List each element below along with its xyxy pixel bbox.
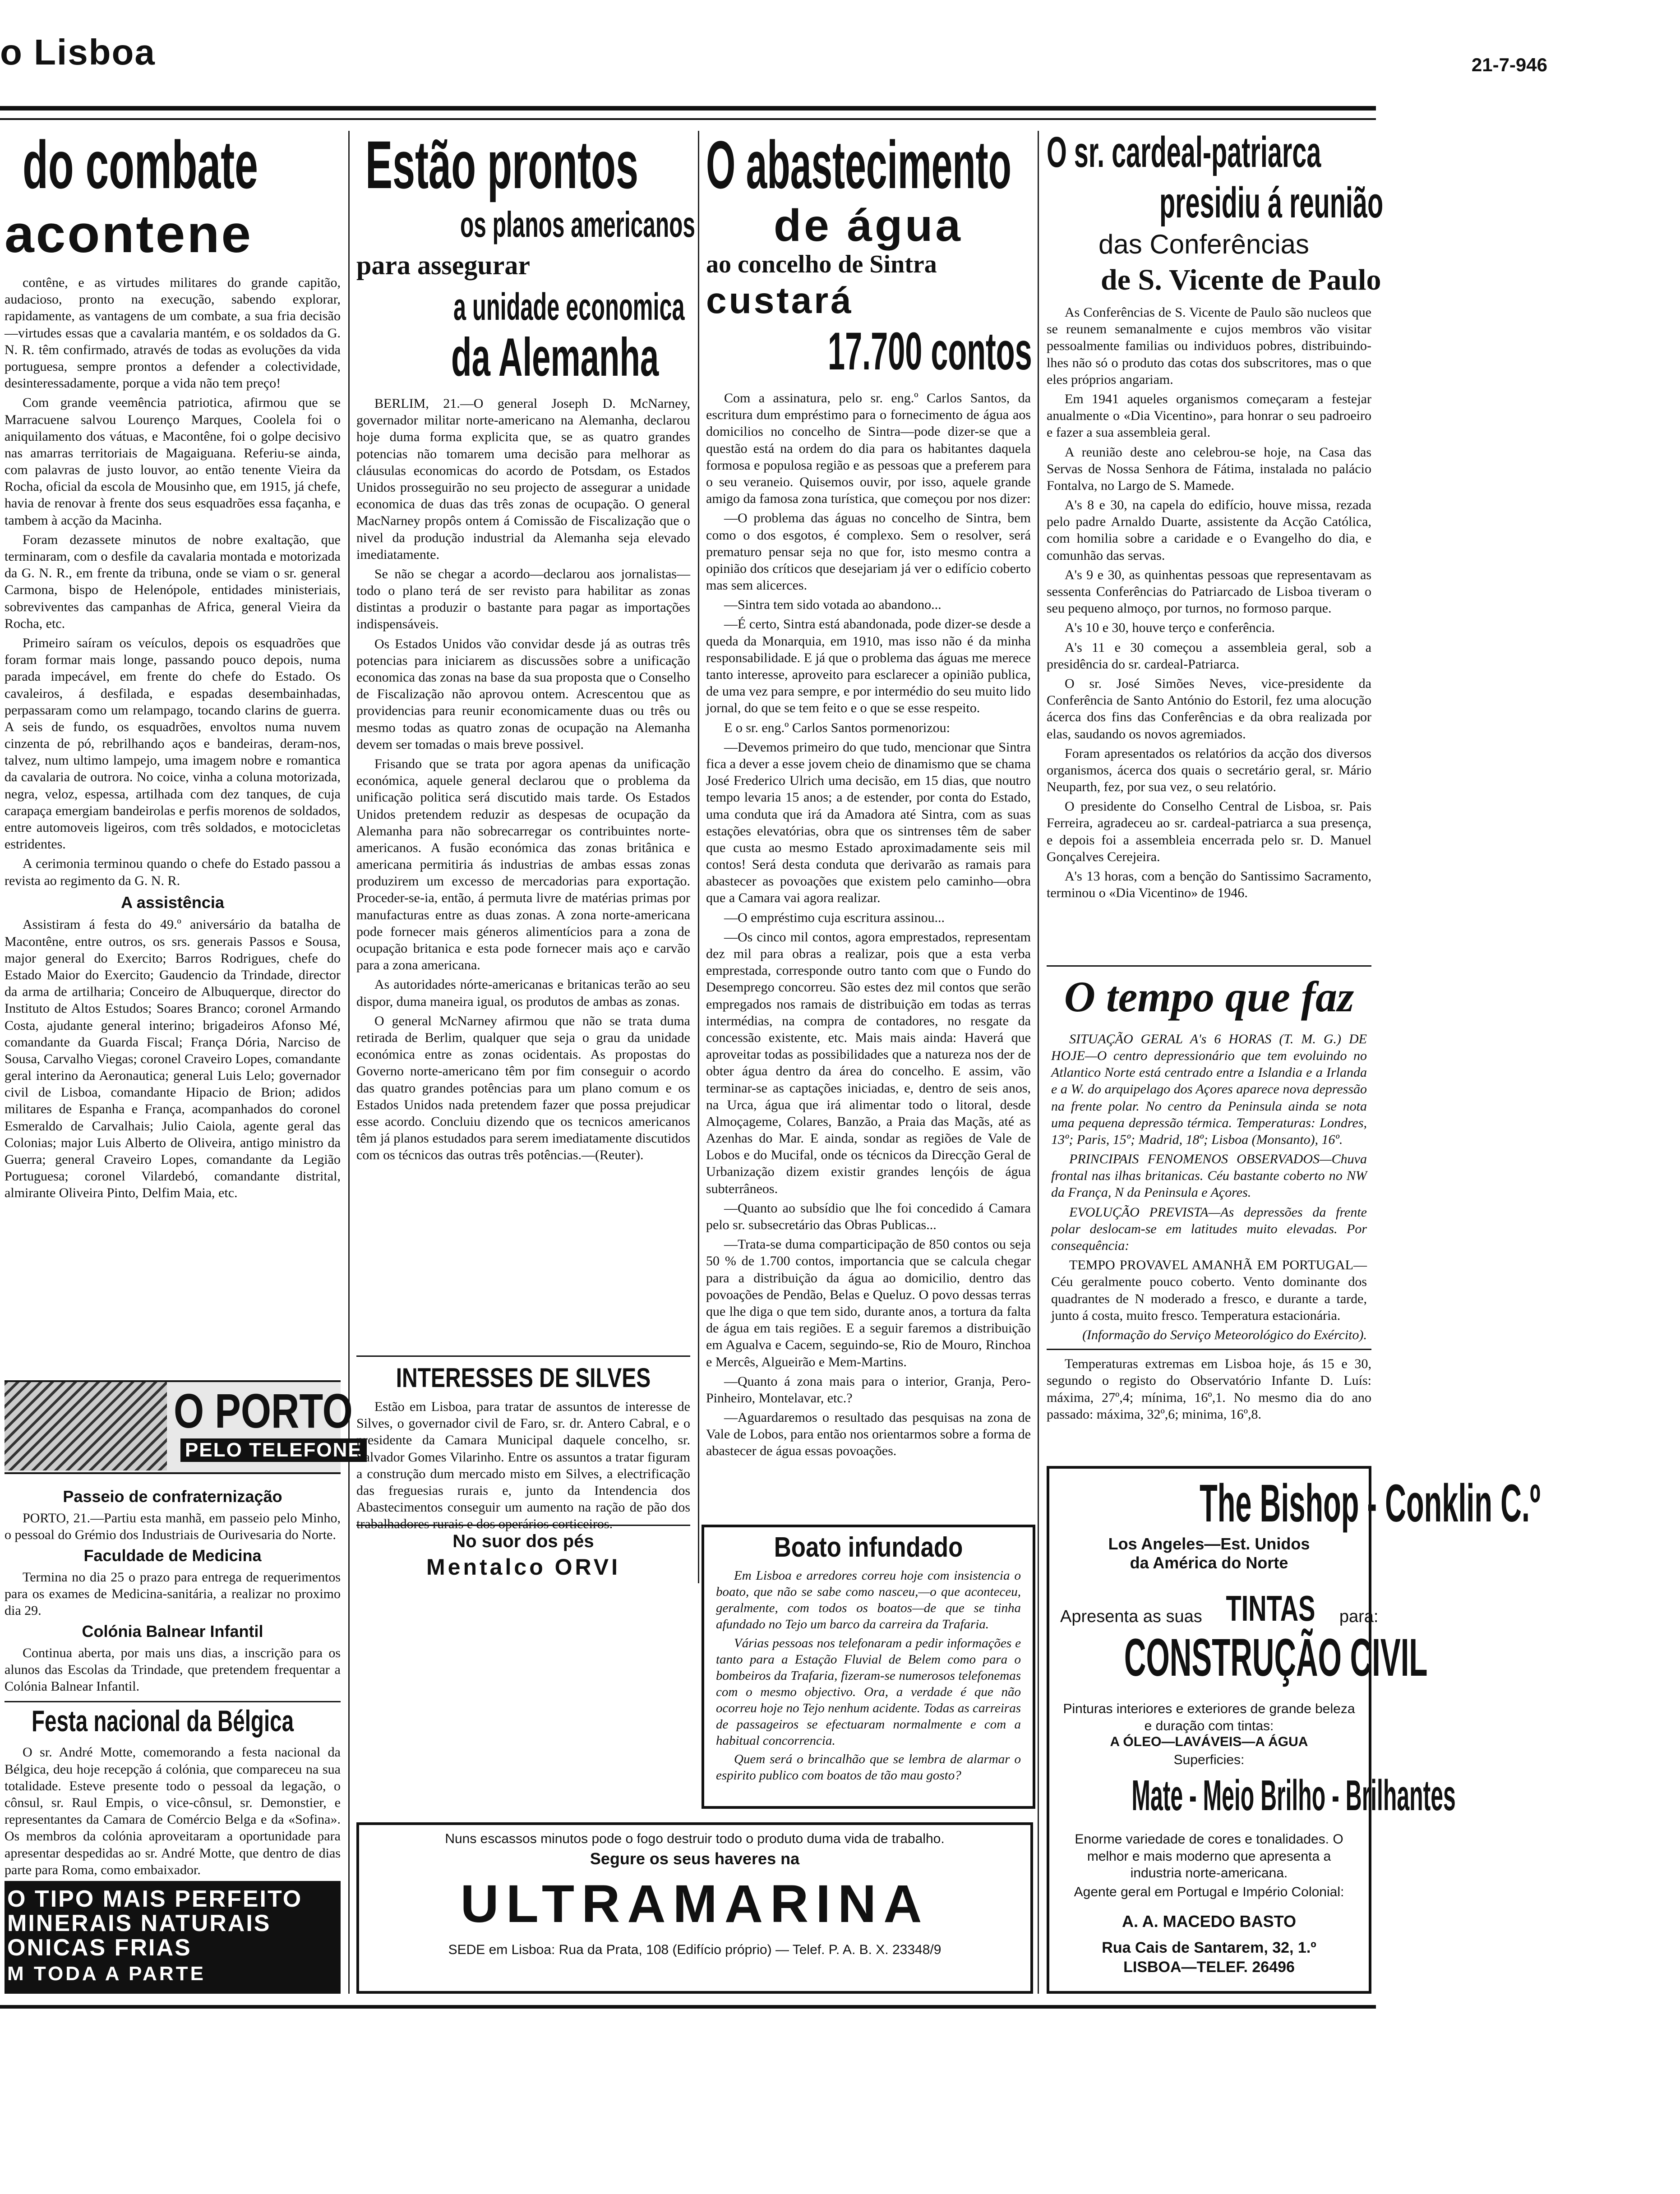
divider	[1047, 965, 1371, 967]
headline: da Alemanha	[451, 327, 659, 387]
column-alemanha	[356, 127, 695, 1583]
city-illustration-icon	[5, 1382, 167, 1470]
subheading: Festa nacional da Bélgica	[32, 1704, 294, 1738]
divider	[5, 1701, 341, 1702]
banner-title: O PORTO	[174, 1383, 353, 1438]
paragraph: A's 9 e 30, as quinhentas pessoas que representavam as sessenta Conferências do Patriarcado de Lisboa tiveram o seu pequeno almoço, por turnos, no formoso parque.	[1047, 567, 1371, 616]
paragraph: O general McNarney afirmou que não se trata duma retirada de Berlim, qualquer que seja o grau da unidade económica entre as zonas ocidentais. As propostas do Governo norte-americano têm por fim conseguir o acordo das quatro grandes potências para um plano comum e os Estados Unidos nada pretendem fazer que possa prejudicar esse acordo. Concluiu dizendo que os tecnicos americanos têm já planos estudados para serem imediatamente discutidos com os técnicos das outras três potências.—(Reuter).	[356, 1013, 690, 1163]
top-rule	[0, 106, 1376, 111]
paragraph: As Conferências de S. Vicente de Paulo são nucleos que se reunem semanalmente e cujos membros vão visitar pessoalmente familias ou individuos pobres, distribuindo-lhes não só o produto das cotas dos subscritores, mas o que eles próprios angariam.	[1047, 305, 1371, 387]
paragraph: O sr. André Motte, comemorando a festa nacional da Bélgica, deu hoje recepção á colónia, que compareceu na sua totalidade. Esteve presente todo o pessoal da legação, o cônsul, sr. Raul Empis, o vice-cônsul, sr. Demonstier, e representantes da Camara de Comércio Belga e da «Sofina». Os membros da colónia aproveitaram a oportunidade para apresentar despedidas ao sr. André Motte, que dentro de dias parte para Roma, como embaixador.	[5, 1745, 341, 1877]
ad-line: Agente geral em Portugal e Império Colonial:	[1074, 1884, 1344, 1899]
paragraph: —É certo, Sintra está abandonada, pode dizer-se desde a queda da Monarquia, em 1910, mas isso não é da minha responsabilidade. E já que o problema das águas me merece tanto interesse, aproveito para esclarecer a opinião publica, de uma vez para sempre, e por intermédio do seu muito lido jornal, do que se tem feito e o que se esse respeito.	[706, 617, 1031, 716]
ad-brand: ULTRAMARINA	[460, 1874, 929, 1934]
ad-line: Los Angeles—Est. Unidos	[1108, 1535, 1310, 1553]
paragraph: A's 11 e 30 começou a assembleia geral, sob a presidência do sr. cardeal-Patriarca.	[1047, 640, 1371, 672]
paragraph: SITUAÇÃO GERAL A's 6 HORAS (T. M. G.) DE HOJE—O centro depressionário que tem evoluindo no Atlantico Norte está centrado entre a Islandia e a Irlanda e a W. do arquipelago dos Açores aparece nova depressão na frente polar. No centro da Peninsula ainda se nota uma pequena depressão térmica. Temperaturas: Londres, 13º; Paris, 15º; Madrid, 18º; Lisboa (Monsanto), 16º.	[1051, 1031, 1367, 1147]
divider	[356, 1525, 690, 1526]
ad-construcao: CONSTRUÇÃO CIVIL	[1124, 1628, 1428, 1687]
paragraph: Os Estados Unidos vão convidar desde já as outras três potencias para iniciarem as discussões sobre a unificação economica das zonas na base da sua proposta que o Conselho de Fiscalização não aprovou ontem. Acrescentou que as providencias para reunir economicamente duas ou três ou mesmo todas as quatro zonas de ocupação na Alemanha devem ser tomadas o mais breve possivel.	[356, 636, 690, 752]
paragraph: Com grande veemência patriotica, afirmou que se Marracuene salvou Lourenço Marques, Coolela foi o aniquilamento dos vátuas, e Macontêne, foi o golpe decisivo nas amarras territoriais de Magaiguana. Referiu-se ainda, com palavras de justo louvor, ao então tenente Vieira da Rocha, oficial da escola de Mousinho que, em 1915, já chefe, havia de renovar à frente dos seus esquadrões essa façanha, e tambem à acção da Macinha.	[5, 395, 341, 528]
divider	[1047, 1349, 1371, 1350]
paragraph: A reunião deste ano celebrou-se hoje, na Casa das Servas de Nossa Senhora de Fátima, instalada no palácio Fontalva, no Largo de S. Mamede.	[1047, 444, 1371, 493]
article-body	[1047, 304, 1371, 901]
headline: de S. Vicente de Paulo	[1101, 263, 1381, 296]
paragraph: O presidente do Conselho Central de Lisboa, sr. Pais Ferreira, agradeceu ao sr. cardeal-patriarca a sua presença, e depois foi a assembleia encerrada pelo sr. D. Manuel Gonçalves Cerejeira.	[1047, 799, 1371, 864]
paragraph: Em Lisboa e arredores correu hoje com insistencia o boato, que não se sabe como nasceu,—o que aconteceu, geralmente, com todos os boatos—de que se tinha afundado no Tejo um barco da carreira da Trafaria.	[716, 1568, 1021, 1632]
ad-line: MINERAIS NATURAIS	[7, 1910, 271, 1936]
paragraph: EVOLUÇÃO PREVISTA—As depressões da frente polar deslocam-se em latitudes muito elevadas. Por consequência:	[1051, 1204, 1367, 1254]
paragraph: —Os cinco mil contos, agora emprestados, representam dez mil para obras a realizar, pois que a esta verba emprestada, corresponde outro tanto com que o Fundo do Desemprego concorreu. São estes dez mil contos que serão empregados nos ramais de distribuição em todas as terras intermédias, na compra de contadores, no resgate da concessão existente, etc. Mais mais ainda: Haverá que aproveitar todas as possibilidades que a natureza nos der de obter água dentro da área do concelho. E assim, vão terminar-se as captações iniciadas, e, dentro de seis anos, na Urca, água que irá alimentar todo o litoral, desde Almoçageme, Colares, Banzão, a Praia das Maçãs, até as Azenhas do Mar. E ainda, sondar as regiões de Vale de Lobos e do Mucifal, onde os técnicos da Direcção Geral de Urbanização dizem existir grandes lençóis de água subterrâneos.	[706, 929, 1031, 1196]
article-body	[356, 1398, 690, 1535]
article-body	[716, 1568, 1021, 1784]
paragraph: A cerimonia terminou quando o chefe do Estado passou a revista ao regimento da G. N. R.	[5, 856, 341, 888]
column-divider	[698, 131, 699, 1583]
ad-line: A ÓLEO—LAVÁVEIS—A ÁGUA	[1110, 1734, 1308, 1749]
headline: O sr. cardeal-patriarca	[1047, 128, 1321, 176]
paragraph: Assistiram á festa do 49.º aniversário da batalha de Macontêne, entre outros, os srs. generais Passos e Sousa, major general do Exercito; Barros Rodrigues, chefe do Estado Maior do Exercito; Gaudencio da Trindade, director da arma de artilharia; Conceiro de Albuquerque, director do Instituto de Altos Estudos; Soares Branco; coronel Armando Costa, ajudante general interino; brigadeiros Afonso Mé, comandante da Guarda Fiscal; França Dória, Narciso de Sousa, Carvalho Viegas; coronel Craveiro Lopes, comandante geral interino da Aeronautica; general Luis Lelo; governador civil de Lisboa, comandante Hipacio de Brion; adidos militares de Espanha e França, acompanhados do coronel Esmeraldo de Carvalhais; Julio Caiola, agente geral das Colonias; major Luis Alberto de Oliveira, antigo ministro da Guerra; general Craveiro Lopes, comandante da Legião Portuguesa; coronel Vilardebó, comandante distrital, almirante Oliveira Pinto, Delfim Maia, etc.	[5, 917, 341, 1201]
headline: das Conferências	[1098, 229, 1309, 259]
ad-agent: A. A. MACEDO BASTO	[1122, 1912, 1296, 1931]
article-body	[356, 395, 690, 1163]
porto-telefone-banner	[5, 1380, 362, 1474]
paragraph: Com a assinatura, pelo sr. eng.º Carlos Santos, da escritura dum empréstimo para o fornecimento de água aos domicilios no concelho de Sintra—pode dizer-se que a questão está na ordem do dia para os habitantes daquela formosa e populosa região e as pessoas que a preferem para o seu veraneio. Quisemos ouvir, por isso, aquele grande amigo da famosa zona turística, que começou por nos dizer:	[706, 391, 1031, 507]
ad-line: M TODA A PARTE	[7, 1963, 206, 1985]
headline: Estão prontos	[365, 127, 639, 203]
ad-address: Rua Cais de Santarem, 32, 1.º	[1102, 1939, 1316, 1956]
bishop-conklin-ad	[1047, 1466, 1541, 1994]
ad-presents-line	[1060, 1588, 1379, 1628]
ad-line: O TIPO MAIS PERFEITO	[7, 1886, 303, 1912]
headline: ao concelho de Sintra	[706, 250, 937, 278]
boato-box	[702, 1525, 1035, 1809]
headline: custará	[706, 280, 854, 321]
article-body	[1047, 1031, 1371, 1343]
mineral-water-ad	[5, 1881, 341, 1994]
paragraph: Foram apresentados os relatórios da acção dos diversos organismos, ácerca dos quais o secretário geral, sr. Mário Neuparth, fez, por sua vez, o seu relatório.	[1047, 746, 1371, 795]
paragraph: E o sr. eng.º Carlos Santos pormenorizou:	[724, 720, 950, 735]
issue-date: 21-7-946	[1471, 54, 1547, 75]
ad-line: No suor dos pés	[452, 1531, 594, 1551]
paragraph: Temperaturas extremas em Lisboa hoje, ás 15 e 30, segundo o registo do Observatório Infante D. Luís: máxima, 27º,4; mínima, 16º,1. No mesmo dia do ano passado: máxima, 32º,6; minima, 16º,8.	[1047, 1356, 1371, 1422]
subheading: Colónia Balnear Infantil	[82, 1622, 263, 1641]
column-divider	[1038, 131, 1039, 1994]
article-body	[1047, 1355, 1371, 1423]
article-body	[706, 390, 1031, 1460]
ad-para: para:	[1339, 1607, 1379, 1626]
subheading: INTERESSES DE SILVES	[396, 1363, 651, 1393]
headline: para assegurar	[356, 250, 530, 280]
banner-subtitle: PELO TELEFONE	[180, 1438, 367, 1462]
weather-column	[1047, 974, 1371, 1457]
paragraph: Primeiro saíram os veículos, depois os esquadrões que foram formar mais longe, passando pouco depois, numa parada impecável, em frente do chefe do Estado. Os cavaleiros, á desfilada, e espadas desembainhadas, perpassaram como um relampago, tocando clarins de guerra. A seis de fundo, os esquadrões, envoltos numa nuvem cinzenta de pó, rebrilhando aços e bandeiras, deram-nos, talvez, num ultimo lampejo, uma imagem nobre e romantica da cavalaria de outrora. No coice, vinha a coluna motorizada, negra, veloz, espessa, artilhada com dez tanques, de cuja carapaça emergiam bandeirolas e perfis morenos de soldados, entre automoveis ligeiros, com três soldados, e motocicletas estridentes.	[5, 635, 341, 852]
divider	[356, 1355, 690, 1357]
ad-line: SEDE em Lisboa: Rua da Prata, 108 (Edifício próprio) — Telef. P. A. B. X. 23348/9	[448, 1942, 942, 1957]
ultramarina-ad	[356, 1822, 1033, 1994]
paragraph: —O problema das águas no concelho de Sintra, bem como o dos esgotos, é complexo. Sem o resolver, será prematuro pensar seja no que for, isto mesmo contra a opinião dos críticos que desejariam já ver o edifício coberto mas sem alicerces.	[706, 511, 1031, 593]
column-vicente	[1047, 128, 1384, 1010]
paragraph: PRINCIPAIS FENOMENOS OBSERVADOS—Chuva frontal nas ilhas britanicas. Céu bastante coberto no NW da França, N da Peninsula e Açores.	[1051, 1152, 1367, 1200]
headline: acontene	[5, 204, 253, 264]
paragraph: contêne, e as virtudes militares do grande capitão, audacioso, pronto na execução, sabendo explorar, rapidamente, as vantagens de um combate, a sua fria decisão—virtudes essas que a cavalaria mantém, e os soldados da G. N. R. têm confirmado, através de todas as evoluções da vida portuguesa, sempre prontos a defender a colectividade, desinteressadamente, porque a vida não tem preço!	[5, 275, 341, 391]
paragraph: TEMPO PROVAVEL AMANHÃ EM PORTUGAL—Céu geralmente pouco coberto. Vento dominante dos quadrantes de N moderado a fresco, e durante a tarde, junto á costa, muito fresco. Temperatura estacionária.	[1051, 1258, 1367, 1323]
headline: do combate	[23, 127, 258, 203]
ad-line: Superficies:	[1173, 1752, 1245, 1767]
subheading: Passeio de confraternização	[63, 1487, 282, 1506]
paragraph: Continua aberta, por mais uns dias, a inscrição para os alunos das Escolas da Trindade, que pretendem frequentar a Colónia Balnear Infantil.	[5, 1645, 341, 1694]
ad-line: da América do Norte	[1130, 1553, 1288, 1572]
ad-line: Enorme variedade de cores e tonalidades. O melhor e mais moderno que apresenta a industria norte-americana.	[1075, 1832, 1343, 1881]
subheading: A assistência	[121, 893, 224, 912]
paragraph: BERLIM, 21.—O general Joseph D. McNarney, governador militar norte-americano na Alemanha, declarou hoje duma forma explicita que, se as quatro grandes potencias não tomarem uma decisão para melhorar as cláusulas economicas do acordo de Potsdam, os Estados Unidos prosseguirão no seu projecto de assegurar a unidade economica de duas das três zonas de ocupação. O general MacNarney propôs ontem á Comissão de Fiscalização que o nivel da produção industrial da Alemanha seja elevado imediatamente.	[356, 396, 690, 562]
subheading: Boato infundado	[774, 1532, 963, 1563]
ad-tintas: TINTAS	[1226, 1588, 1315, 1628]
bottom-rule	[0, 2005, 1376, 2009]
headline: presidiu á reunião	[1159, 179, 1384, 227]
paragraph: Estão em Lisboa, para tratar de assuntos de interesse de Silves, o governador civil de Faro, sr. dr. Antero Cabral, e o presidente da Camara Municipal daquele concelho, sr. Salvador Gomes Vilarinho. Entre os assuntos a tratar figuram a construção dum mercado misto em Silves, a electrificação das freguesias rurais e, junto da Intendencia dos Abastecimentos conseguir um aumento na ração de pão dos trabalhadores rurais e dos operários corticeiros.	[356, 1399, 690, 1532]
headline: 17.700 contos	[828, 322, 1032, 381]
paragraph: A's 8 e 30, na capela do edifício, houve missa, rezada pelo padre Arnaldo Duarte, assistente da Acção Católica, com homilia sobre a caridade e o Evangelho do dia, e comunhão das servas.	[1047, 498, 1371, 563]
headline: de água	[774, 200, 963, 251]
paragraph: Várias pessoas nos telefonaram a pedir informações e tanto para a Estação Fluvial de Belem como para o bombeiros da Trafaria, fizeram-se numerosos telefonemas com o mesmo objectivo. Ora, a verdade é que não ocorreu hoje no Tejo nenhum acidente. Todas as carreiras de passageiros se efectuaram normalmente e com a habitual concorrencia.	[716, 1636, 1021, 1748]
paragraph: A's 13 horas, com a benção do Santissimo Sacramento, terminou o «Dia Vicentino» de 1946.	[1047, 869, 1371, 901]
ad-line: Nuns escassos minutos pode o fogo destruir todo o produto duma vida de trabalho.	[445, 1831, 945, 1846]
ad-line: Pinturas interiores e exteriores de grande beleza e duração com tintas:	[1063, 1701, 1355, 1733]
ad-title: The Bishop - Conklin C.º	[1200, 1474, 1541, 1533]
paragraph: (Informação do Serviço Meteorológico do Exército).	[1082, 1327, 1367, 1342]
ad-address: LISBOA—TELEF. 26496	[1123, 1959, 1295, 1976]
paragraph: Quem será o brincalhão que se lembra de alarmar o espirito publico com boatos de tão mau gosto?	[716, 1752, 1021, 1783]
paragraph: —Quanto ao subsídio que lhe foi concedido á Camara pelo sr. subsecretário das Obras Publicas...	[706, 1200, 1031, 1232]
paragraph: As autoridades nórte-americanas e britanicas terão ao seu dispor, duma maneira igual, os produtos de ambas as zonas.	[356, 977, 690, 1009]
paragraph: —Quanto á zona mais para o interior, Granja, Pero-Pinheiro, Montelavar, etc.?	[706, 1374, 1031, 1406]
subheading: Faculdade de Medicina	[83, 1546, 262, 1565]
ad-line: Mentalco ORVI	[426, 1554, 620, 1580]
masthead: o Lisboa	[0, 32, 156, 72]
paragraph: —Trata-se duma comparticipação de 850 contos ou seja 50 % de 1.700 contos, importancia que se calcula chegar para a distribuição da água ao domicilio, dentro das povoações de Pendão, Belas e Queluz. O povo dessas terras que lhe diga o que tem sido, durante anos, a tortura da falta de água em tais regiões. E a seguir faremos a distribuição em Agualva e Cacem, seguindo-se, Rio de Mouro, Rinchoa e Mercês, Algueirão e Mem-Martins.	[706, 1237, 1031, 1369]
paragraph: PORTO, 21.—Partiu esta manhã, em passeio pelo Minho, o pessoal do Grémio dos Industriais de Ourivesaria do Norte.	[5, 1510, 341, 1542]
headline: os planos americanos	[460, 204, 695, 244]
column-combate	[5, 127, 362, 1998]
subheading: O tempo que faz	[1064, 973, 1354, 1021]
paragraph: —Devemos primeiro do que tudo, mencionar que Sintra fica a dever a esse jovem cheio de dinamismo que se chama José Frederico Ulrich uma decisão, em 15 dias, que noutro tempo levaria 15 anos; a de estender, por conta do Estado, uma conduta que irá da Amadora até Sintra, com as suas estações elevatórias, obra que os sintrenses têm de saber que custa ao mesmo Estado aproximadamente seis mil contos! Será desta conduta que derivarão as ramais para abastecer as povoações que existem pelo caminho—obra que a Camara vai agora realizar.	[706, 739, 1031, 906]
paragraph: Se não se chegar a acordo—declarou aos jornalistas—todo o plano terá de ser revisto para habilitar as zonas distintas a produzir o bastante para pagar as importações indispensáveis.	[356, 566, 690, 632]
column-sintra	[706, 127, 1032, 1583]
column-divider	[348, 131, 350, 1994]
paragraph: A's 10 e 30, houve terço e conferência.	[1065, 620, 1275, 636]
paragraph: Foram dezassete minutos de nobre exaltação, que terminaram, com o desfile da cavalaria montada e motorizada da G. N. R., em frente da tribuna, onde se viam o sr. general Carmona, bispo de Helenópole, entidades ministeriais, sobreviventes das campanhas de Africa, general Vieira da Rocha, etc.	[5, 532, 341, 631]
paragraph: —O empréstimo cuja escritura assinou...	[724, 910, 945, 925]
paragraph: O sr. José Simões Neves, vice-presidente da Conferência de Santo António do Estoril, fez uma alocução ácerca dos fins das Conferências e da obra realizada por elas, saudando os novos agremiados.	[1047, 676, 1371, 742]
porto-notes	[5, 1484, 341, 1881]
ad-finishes: Mate - Meio Brilho - Brilhantes	[1131, 1771, 1456, 1820]
paragraph: —Aguardaremos o resultado das pesquisas na zona de Vale de Lobos, para então nos orientarmos sobre a forma de abastecer de água essas povoações.	[706, 1410, 1031, 1459]
ad-line: Segure os seus haveres na	[590, 1849, 800, 1868]
paragraph: Termina no dia 25 o prazo para entrega de requerimentos para os exames de Medicina-sanitária, a realizar no proximo dia 29.	[5, 1569, 341, 1618]
ad-presents: Apresenta as suas	[1060, 1607, 1202, 1626]
headline: O abastecimento	[706, 127, 1011, 203]
top-rule-thin	[0, 118, 1376, 120]
ad-line: ONICAS FRIAS	[7, 1935, 192, 1961]
headline: a unidade economica	[453, 286, 685, 328]
paragraph: Frisando que se trata por agora apenas da unificação económica, aquele general declarou que o problema da unificação politica será discutido mais tarde. Os Estados Unidos pretendem reduzir as despesas de ocupação da Alemanha para não sobrecarregar os contribuintes norte-americanos. A fusão económica das zonas britânica e americana permitiria ás industrias de ambas essas zonas produzirem um excesso de mercadorias para exportação. Proceder-se-ia, então, á permuta livre de matérias primas por manufacturas entre as duas zonas. A zona norte-americana pode fornecer mais géneros alimentícios para a zona de ocupação britanica e esta pode fornecer mais aço e carvão para a zona americana.	[356, 756, 690, 973]
article-body	[5, 274, 341, 1202]
paragraph: —Sintra tem sido votada ao abandono...	[724, 597, 942, 613]
paragraph: Em 1941 aqueles organismos começaram a festejar anualmente o «Dia Vicentino», para honrar o seu padroeiro e fazer a sua assembleia geral.	[1047, 391, 1371, 440]
